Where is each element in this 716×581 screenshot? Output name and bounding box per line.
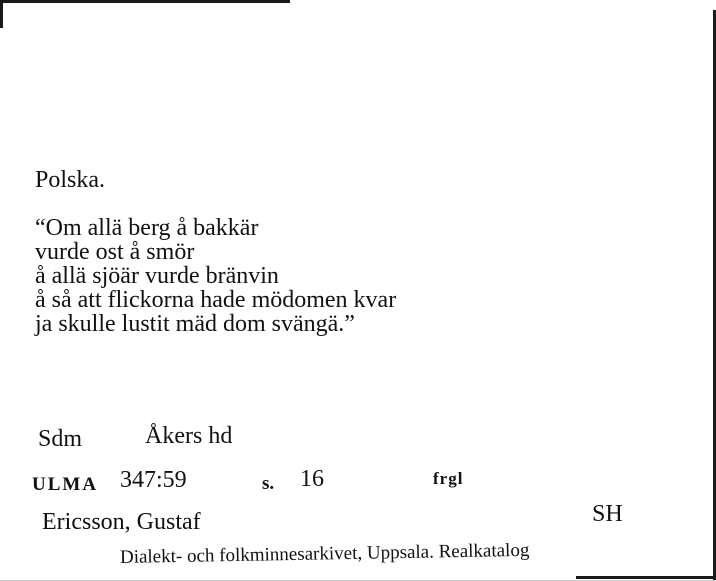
collector-name: Ericsson, Gustaf — [42, 509, 201, 535]
verse-line-4: å så att flickorna hade mödomen kvar — [35, 287, 397, 313]
verse-line-5: ja skulle lustit mäd dom svängä.” — [35, 311, 355, 337]
card-edge-top — [0, 0, 290, 3]
category-code: frgl — [433, 469, 464, 488]
card-edge-left — [0, 0, 3, 28]
archive-footer: Dialekt- och folkminnesarkivet, Uppsala. Realkatalog — [119, 539, 530, 568]
verse-line-2: vurde ost å smör — [35, 239, 195, 265]
district-label: Åkers hd — [145, 423, 233, 449]
verse-line-1: “Om allä berg å bakkär — [35, 215, 259, 241]
verse-block — [35, 216, 396, 336]
card-title: Polska. — [35, 167, 106, 193]
page-number: 16 — [300, 466, 324, 492]
province-label: Sdm — [38, 426, 83, 452]
recorder-initials: SH — [592, 501, 623, 527]
verse-line-3: å allä sjöär vurde bränvin — [35, 263, 279, 289]
archive-code: ULMA — [32, 474, 99, 495]
card-edge-bottom — [576, 576, 716, 579]
reference-number: 347:59 — [120, 467, 187, 493]
page-label: s. — [262, 473, 275, 494]
